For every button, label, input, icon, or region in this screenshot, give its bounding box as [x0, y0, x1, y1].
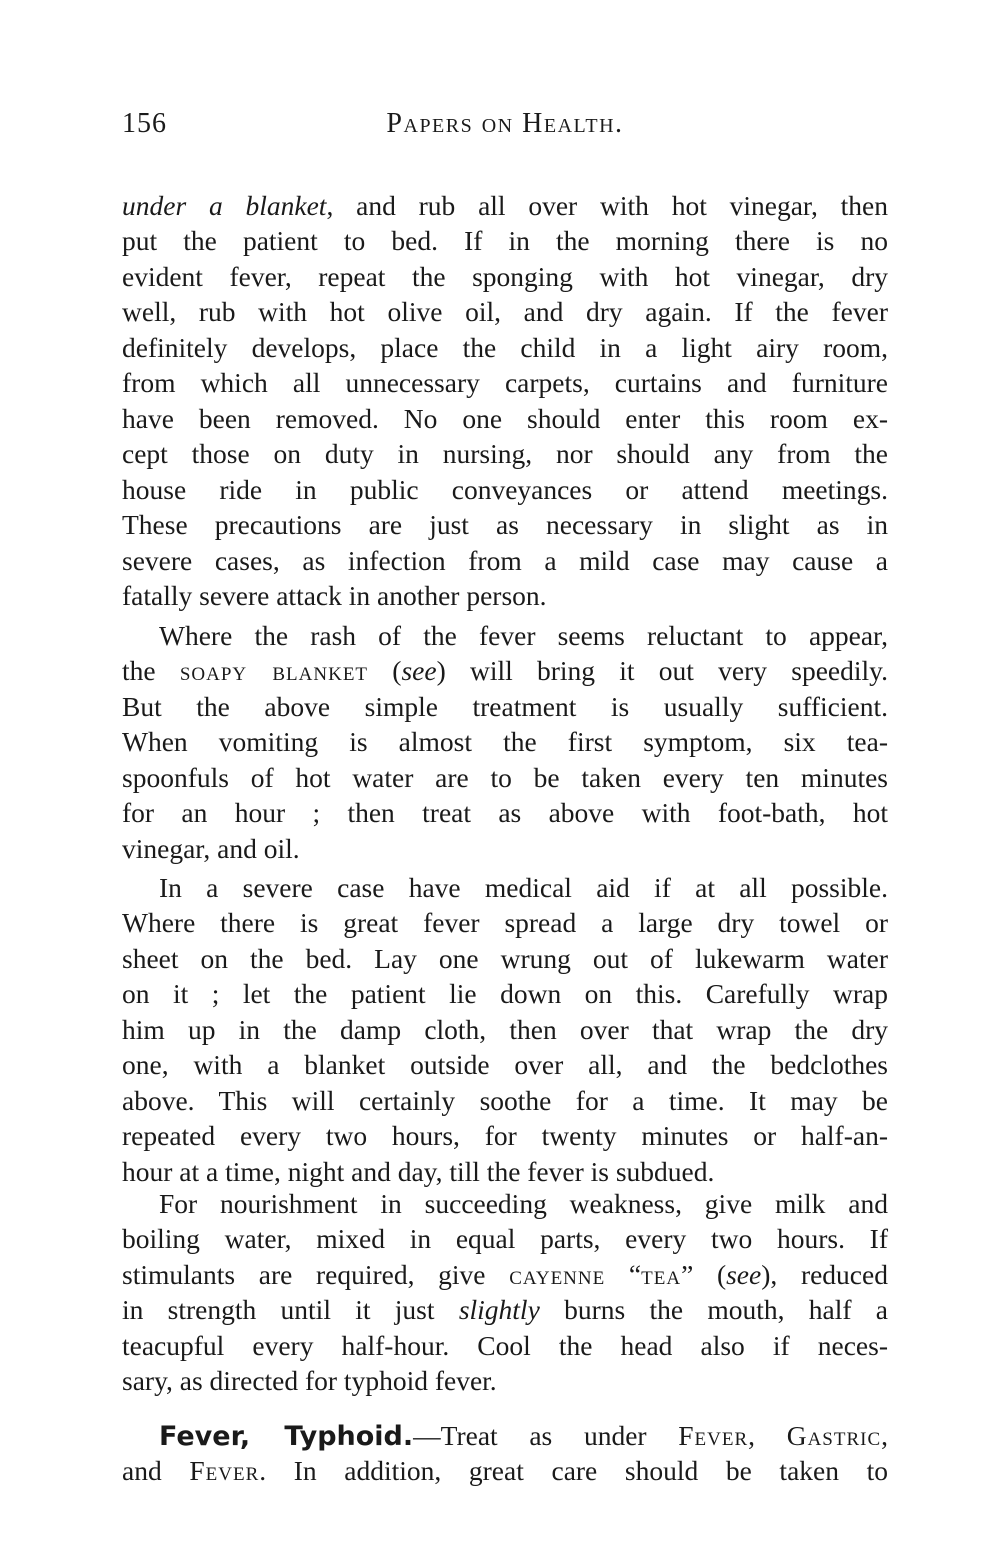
small-caps-text: soapy blanket: [179, 655, 369, 687]
text-run: For nourishment in succeeding weakness, give milk and: [159, 1188, 888, 1219]
text-run: one, with a blanket outside over all, and the bedclothes: [122, 1049, 888, 1081]
text-line: [122, 294, 888, 329]
text-run: fatally severe attack in another person.: [122, 579, 547, 611]
text-run: put the patient to bed. If in the morning there is no: [122, 225, 888, 257]
italic-text: slightly: [458, 1294, 540, 1326]
text-run: (: [368, 655, 402, 687]
small-caps-text: cayenne: [509, 1258, 606, 1290]
text-run: sary, as directed for typhoid fever.: [122, 1365, 497, 1397]
text-line: [122, 724, 888, 759]
text-line: [122, 507, 888, 542]
text-run: from which all unnecessary carpets, curtains and furniture: [122, 367, 888, 399]
text-run: Where the rash of the fever seems reluctant to appear,: [159, 620, 888, 651]
text-line: [122, 543, 888, 578]
text-run: hour at a time, night and day, till the fever is subdued.: [122, 1155, 715, 1187]
italic-text: see: [401, 655, 437, 687]
text-line: [122, 941, 888, 976]
running-title: Papers on Health.: [386, 108, 624, 139]
text-line: [159, 1186, 888, 1221]
text-line: [159, 870, 888, 905]
text-line: [159, 618, 888, 653]
text-line: [122, 1257, 888, 1292]
italic-text: see: [726, 1258, 762, 1290]
text-run: evident fever, repeat the sponging with hot vinegar, dry: [122, 260, 888, 292]
small-caps-text: tea: [641, 1258, 682, 1290]
text-line: [122, 1453, 888, 1488]
italic-text: under a blanket: [122, 190, 327, 221]
text-line: [122, 976, 888, 1011]
text-run: burns the mouth, half a: [539, 1294, 889, 1326]
text-run: ) will bring it out very speedily.: [436, 655, 888, 687]
text-run: on it ; let the patient lie down on this. Carefully wrap: [122, 978, 888, 1010]
text-run: , and rub all over with hot vinegar, then: [326, 190, 889, 221]
text-line: [122, 1328, 888, 1363]
text-run: ,: [748, 1420, 787, 1451]
text-run: him up in the damp cloth, then over that wrap the dry: [122, 1013, 888, 1045]
small-caps-text: Fever: [678, 1420, 749, 1451]
text-line: [122, 1012, 888, 1047]
text-run: teacupful every half-hour. Cool the head also if neces-: [122, 1329, 888, 1361]
text-run: boiling water, mixed in equal parts, every two hours. If: [122, 1223, 888, 1255]
text-line: [122, 223, 888, 258]
text-run: In a severe case have medical aid if at all possible.: [159, 872, 888, 903]
small-caps-text: Gastric: [786, 1420, 882, 1451]
text-line: [122, 831, 888, 866]
text-run: stimulants are required, give: [122, 1258, 510, 1290]
text-run: for an hour ; then treat as above with foot-bath, hot: [122, 797, 888, 829]
running-header: [122, 108, 888, 148]
text-run: definitely develops, place the child in a light airy room,: [122, 331, 888, 363]
text-run: repeated every two hours, for twenty minutes or half-an-: [122, 1120, 888, 1152]
text-run: “: [605, 1258, 642, 1290]
text-line: [122, 401, 888, 436]
text-run: But the above simple treatment is usually sufficient.: [122, 690, 888, 722]
page-number: 156: [122, 108, 167, 139]
text-run: severe cases, as infection from a mild case may cause a: [122, 544, 888, 576]
text-line: [122, 1154, 888, 1189]
text-line: [122, 578, 888, 613]
text-line: [159, 1418, 888, 1453]
text-run: have been removed. No one should enter this room ex-: [122, 402, 888, 434]
text-run: cept those on duty in nursing, nor should any from the: [122, 438, 888, 470]
text-line: [122, 689, 888, 724]
text-line: [122, 760, 888, 795]
text-run: These precautions are just as necessary in slight as in: [122, 509, 888, 541]
text-line: [122, 795, 888, 830]
text-line: [122, 1047, 888, 1082]
text-run: ), reduced: [761, 1258, 888, 1290]
text-line: [122, 1083, 888, 1118]
text-line: [122, 653, 888, 688]
text-line: [122, 905, 888, 940]
text-line: [122, 1221, 888, 1256]
text-run: —Treat as under: [413, 1420, 679, 1451]
text-line: [122, 436, 888, 471]
text-line: [122, 188, 888, 223]
text-line: [122, 365, 888, 400]
text-run: above. This will certainly soothe for a time. It may be: [122, 1084, 888, 1116]
text-run: house ride in public conveyances or attend meetings.: [122, 473, 888, 505]
text-run: ” (: [681, 1258, 727, 1290]
text-run: in strength until it just: [122, 1294, 459, 1326]
small-caps-text: Fever: [189, 1455, 260, 1487]
text-line: [122, 330, 888, 365]
text-line: [122, 1118, 888, 1153]
text-run: the: [122, 655, 180, 687]
text-run: . In addition, great care should be taken to: [259, 1455, 888, 1487]
text-run: When vomiting is almost the first symptom, six tea-: [122, 726, 888, 758]
text-line: [122, 1363, 888, 1398]
text-run: Where there is great fever spread a large dry towel or: [122, 907, 888, 939]
text-run: spoonfuls of hot water are to be taken every ten minutes: [122, 761, 888, 793]
text-run: sheet on the bed. Lay one wrung out of lukewarm water: [122, 942, 888, 974]
text-line: [122, 259, 888, 294]
bold-heading: Fever, Typhoid.: [159, 1421, 414, 1452]
text-line: [122, 1292, 888, 1327]
text-line: [122, 472, 888, 507]
text-run: vinegar, and oil.: [122, 832, 300, 864]
text-run: and: [122, 1455, 190, 1487]
text-run: well, rub with hot olive oil, and dry again. If the fever: [122, 296, 888, 328]
text-run: ,: [881, 1420, 889, 1451]
